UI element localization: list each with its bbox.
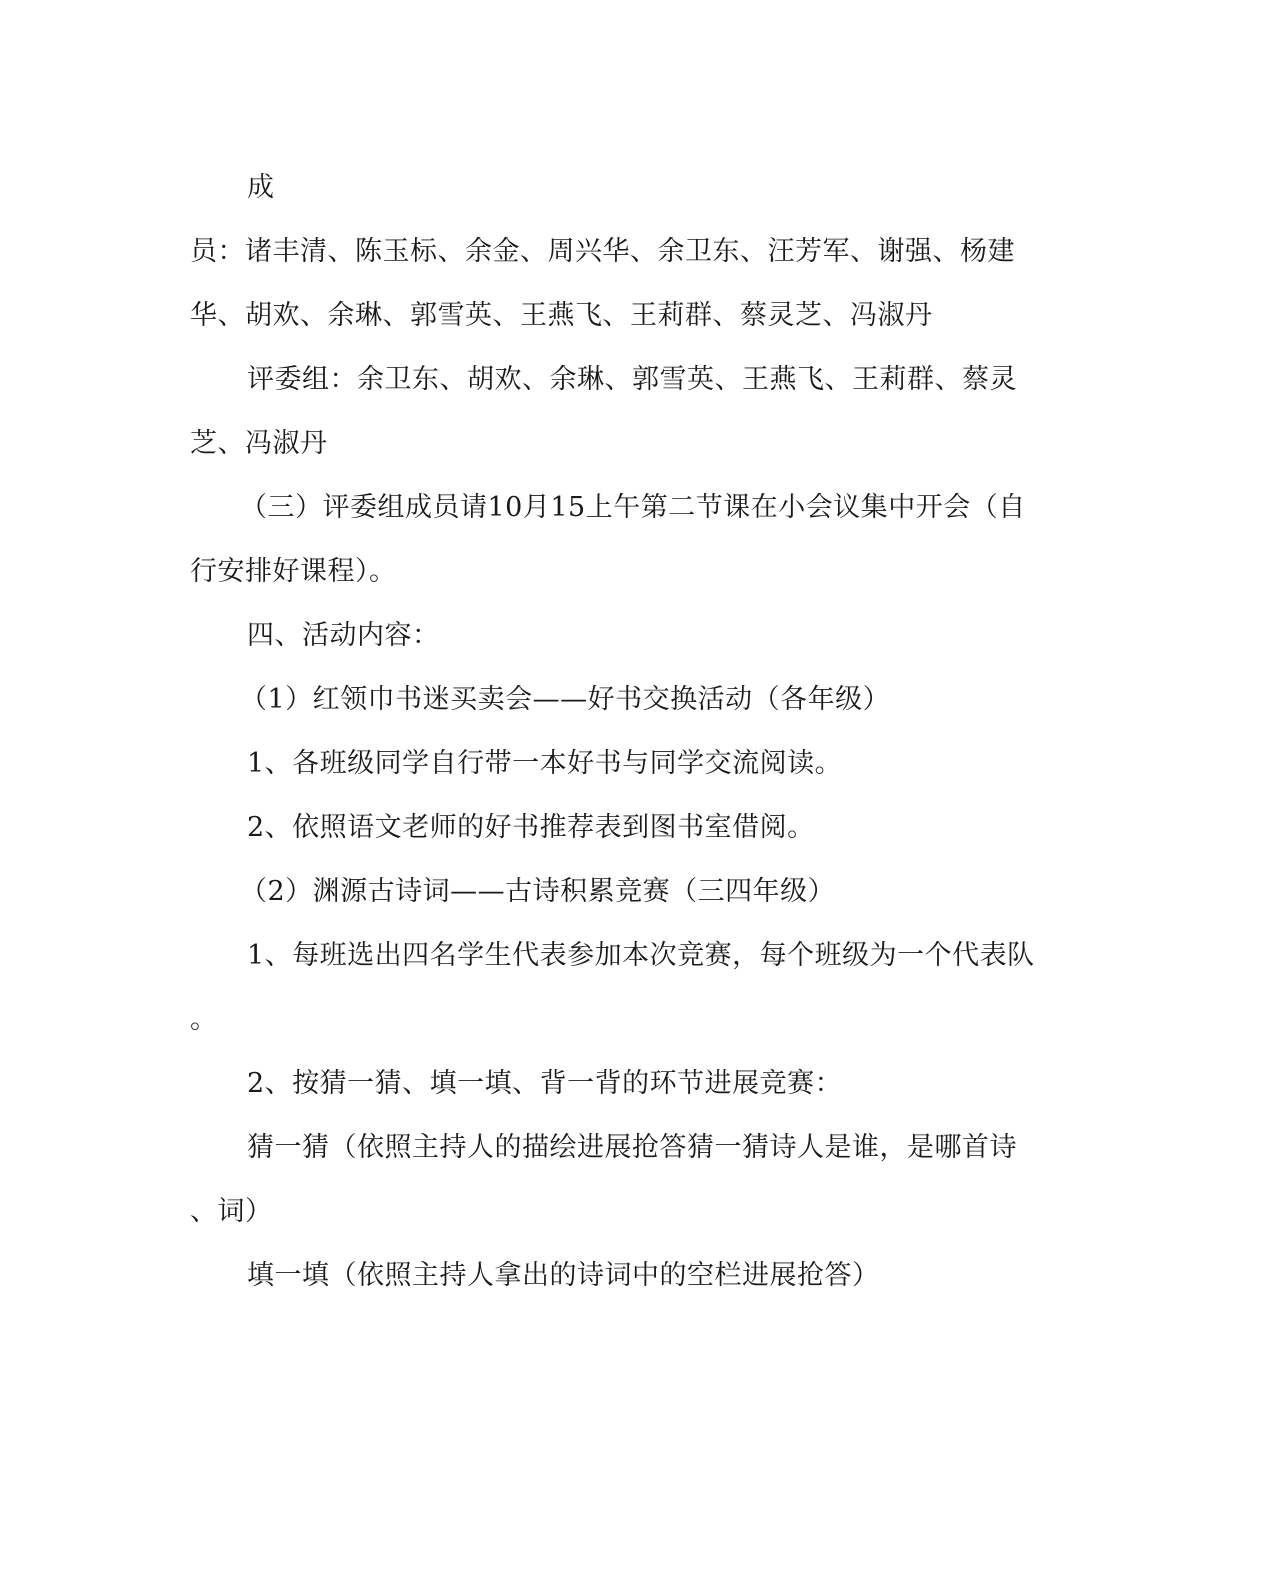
- text-line: 。: [190, 1004, 218, 1035]
- text-line: 1、每班选出四名学生代表参加本次竞赛，每个班级为一个代表队: [247, 940, 1035, 971]
- text-line: 评委组：余卫东、胡欢、余琳、郭雪英、王燕飞、王莉群、蔡灵: [247, 364, 1017, 395]
- text-line: 1、各班级同学自行带一本好书与同学交流阅读。: [247, 748, 843, 779]
- text-line: 2、按猜一猜、填一填、背一背的环节进展竞赛：: [247, 1068, 843, 1099]
- text-line: 成: [247, 172, 275, 203]
- text-line: 员：诸丰清、陈玉标、余金、周兴华、余卫东、汪芳军、谢强、杨建: [190, 236, 1015, 267]
- text-line: 华、胡欢、余琳、郭雪英、王燕飞、王莉群、蔡灵芝、冯淑丹: [190, 300, 933, 331]
- subsection-heading: （2）渊源古诗词——古诗积累竞赛（三四年级）: [240, 876, 836, 907]
- text-line: 、词）: [190, 1196, 273, 1227]
- text-line: 行安排好课程）。: [190, 556, 397, 587]
- text-line: 2、依照语文老师的好书推荐表到图书室借阅。: [247, 812, 815, 843]
- text-line: 猜一猜（依照主持人的描绘进展抢答猜一猜诗人是谁，是哪首诗: [247, 1132, 1017, 1163]
- text-line: （三）评委组成员请10月15上午第二节课在小会议集中开会（自: [240, 492, 1026, 523]
- subsection-heading: （1）红领巾书迷买卖会——好书交换活动（各年级）: [240, 684, 891, 715]
- text-line: 填一填（依照主持人拿出的诗词中的空栏进展抢答）: [247, 1260, 880, 1291]
- text-line: 芝、冯淑丹: [190, 428, 328, 459]
- section-heading: 四、活动内容：: [247, 620, 440, 651]
